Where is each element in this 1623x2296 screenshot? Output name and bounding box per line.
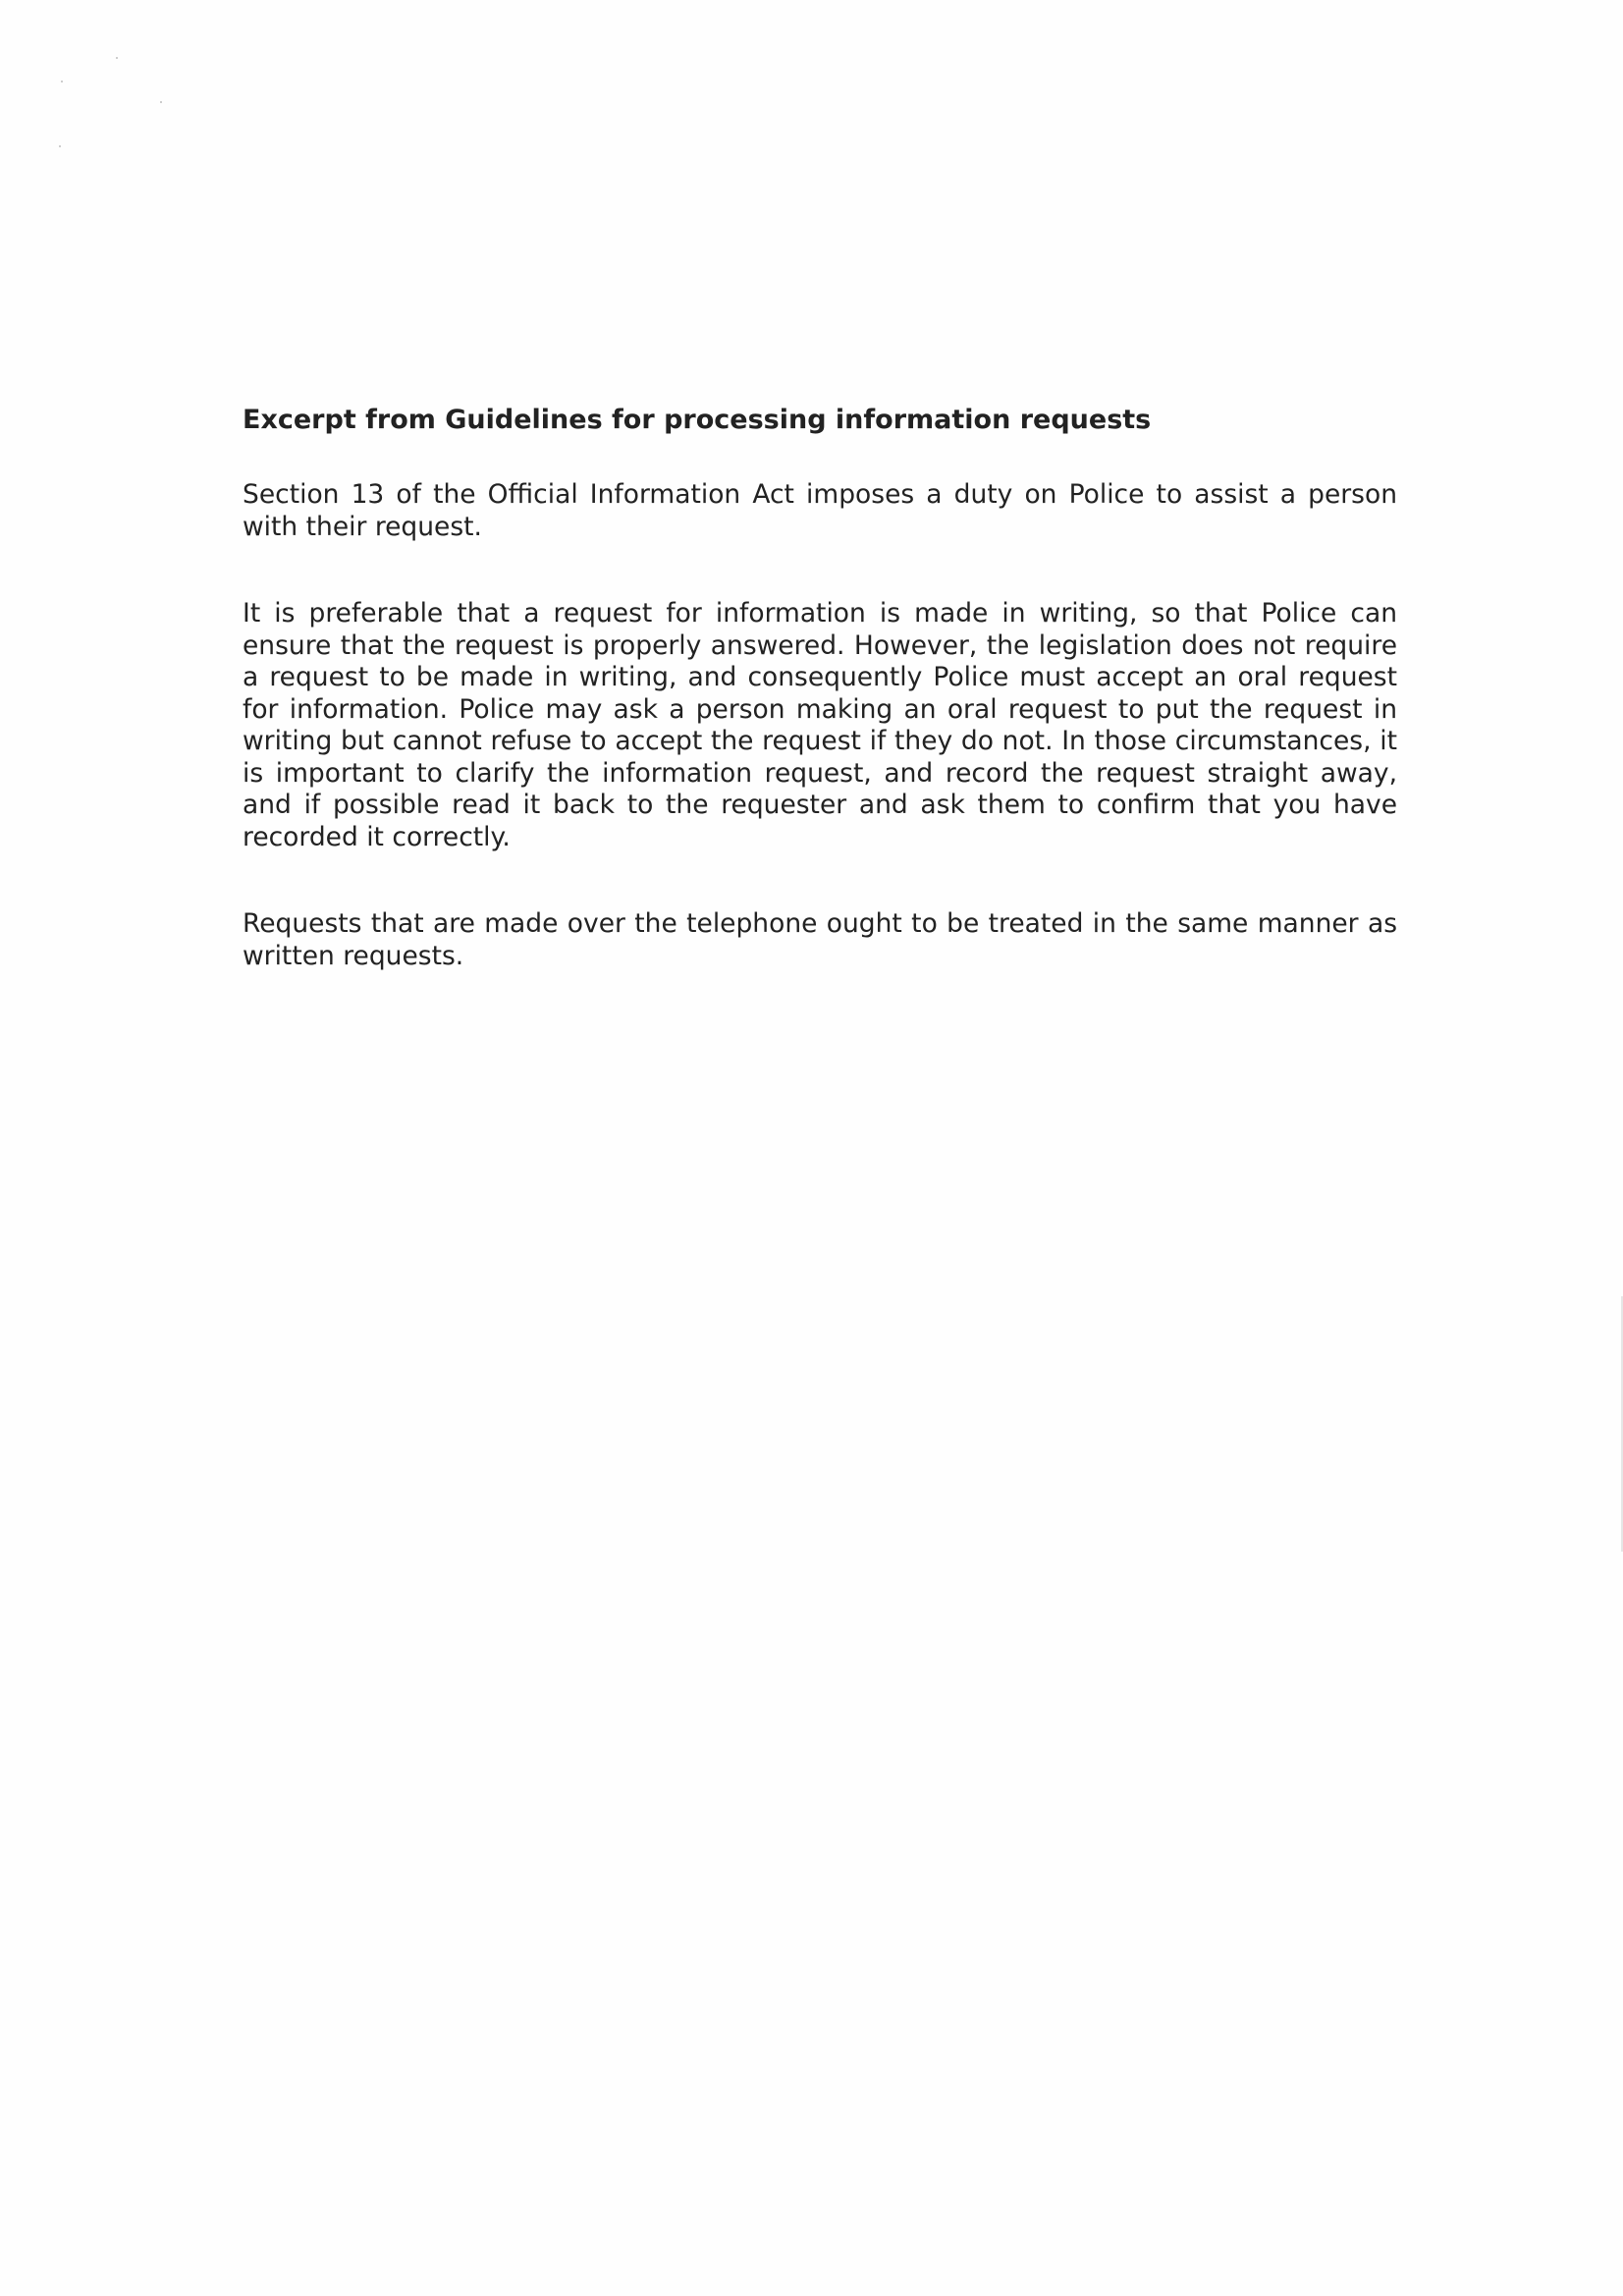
scan-speck	[61, 81, 63, 82]
paragraph-telephone-requests: Requests that are made over the telephone ought to be treated in the same manner as written requests.	[243, 908, 1397, 971]
scan-speck	[59, 145, 61, 147]
paragraph-written-requests: It is preferable that a request for information is made in writing, so that Police can ensure that the request is properly answered. However, the legislation does not require a request to be made in writing, and consequently Police must accept an oral request for information. Police may ask a person making an oral request to put the request in writing but cannot refuse to accept the request if they do not. In those circumstances, it is important to clarify the information request, and record the request straight away, and if possible read it back to the requester and ask them to confirm that you have recorded it correctly.	[243, 598, 1397, 852]
document-body	[243, 403, 1397, 1027]
paragraph-section-13: Section 13 of the Official Information Act imposes a duty on Police to assist a person with their request.	[243, 479, 1397, 542]
document-heading: Excerpt from Guidelines for processing information requests	[243, 405, 1152, 435]
scan-speck	[160, 101, 162, 103]
scan-speck	[116, 57, 118, 59]
